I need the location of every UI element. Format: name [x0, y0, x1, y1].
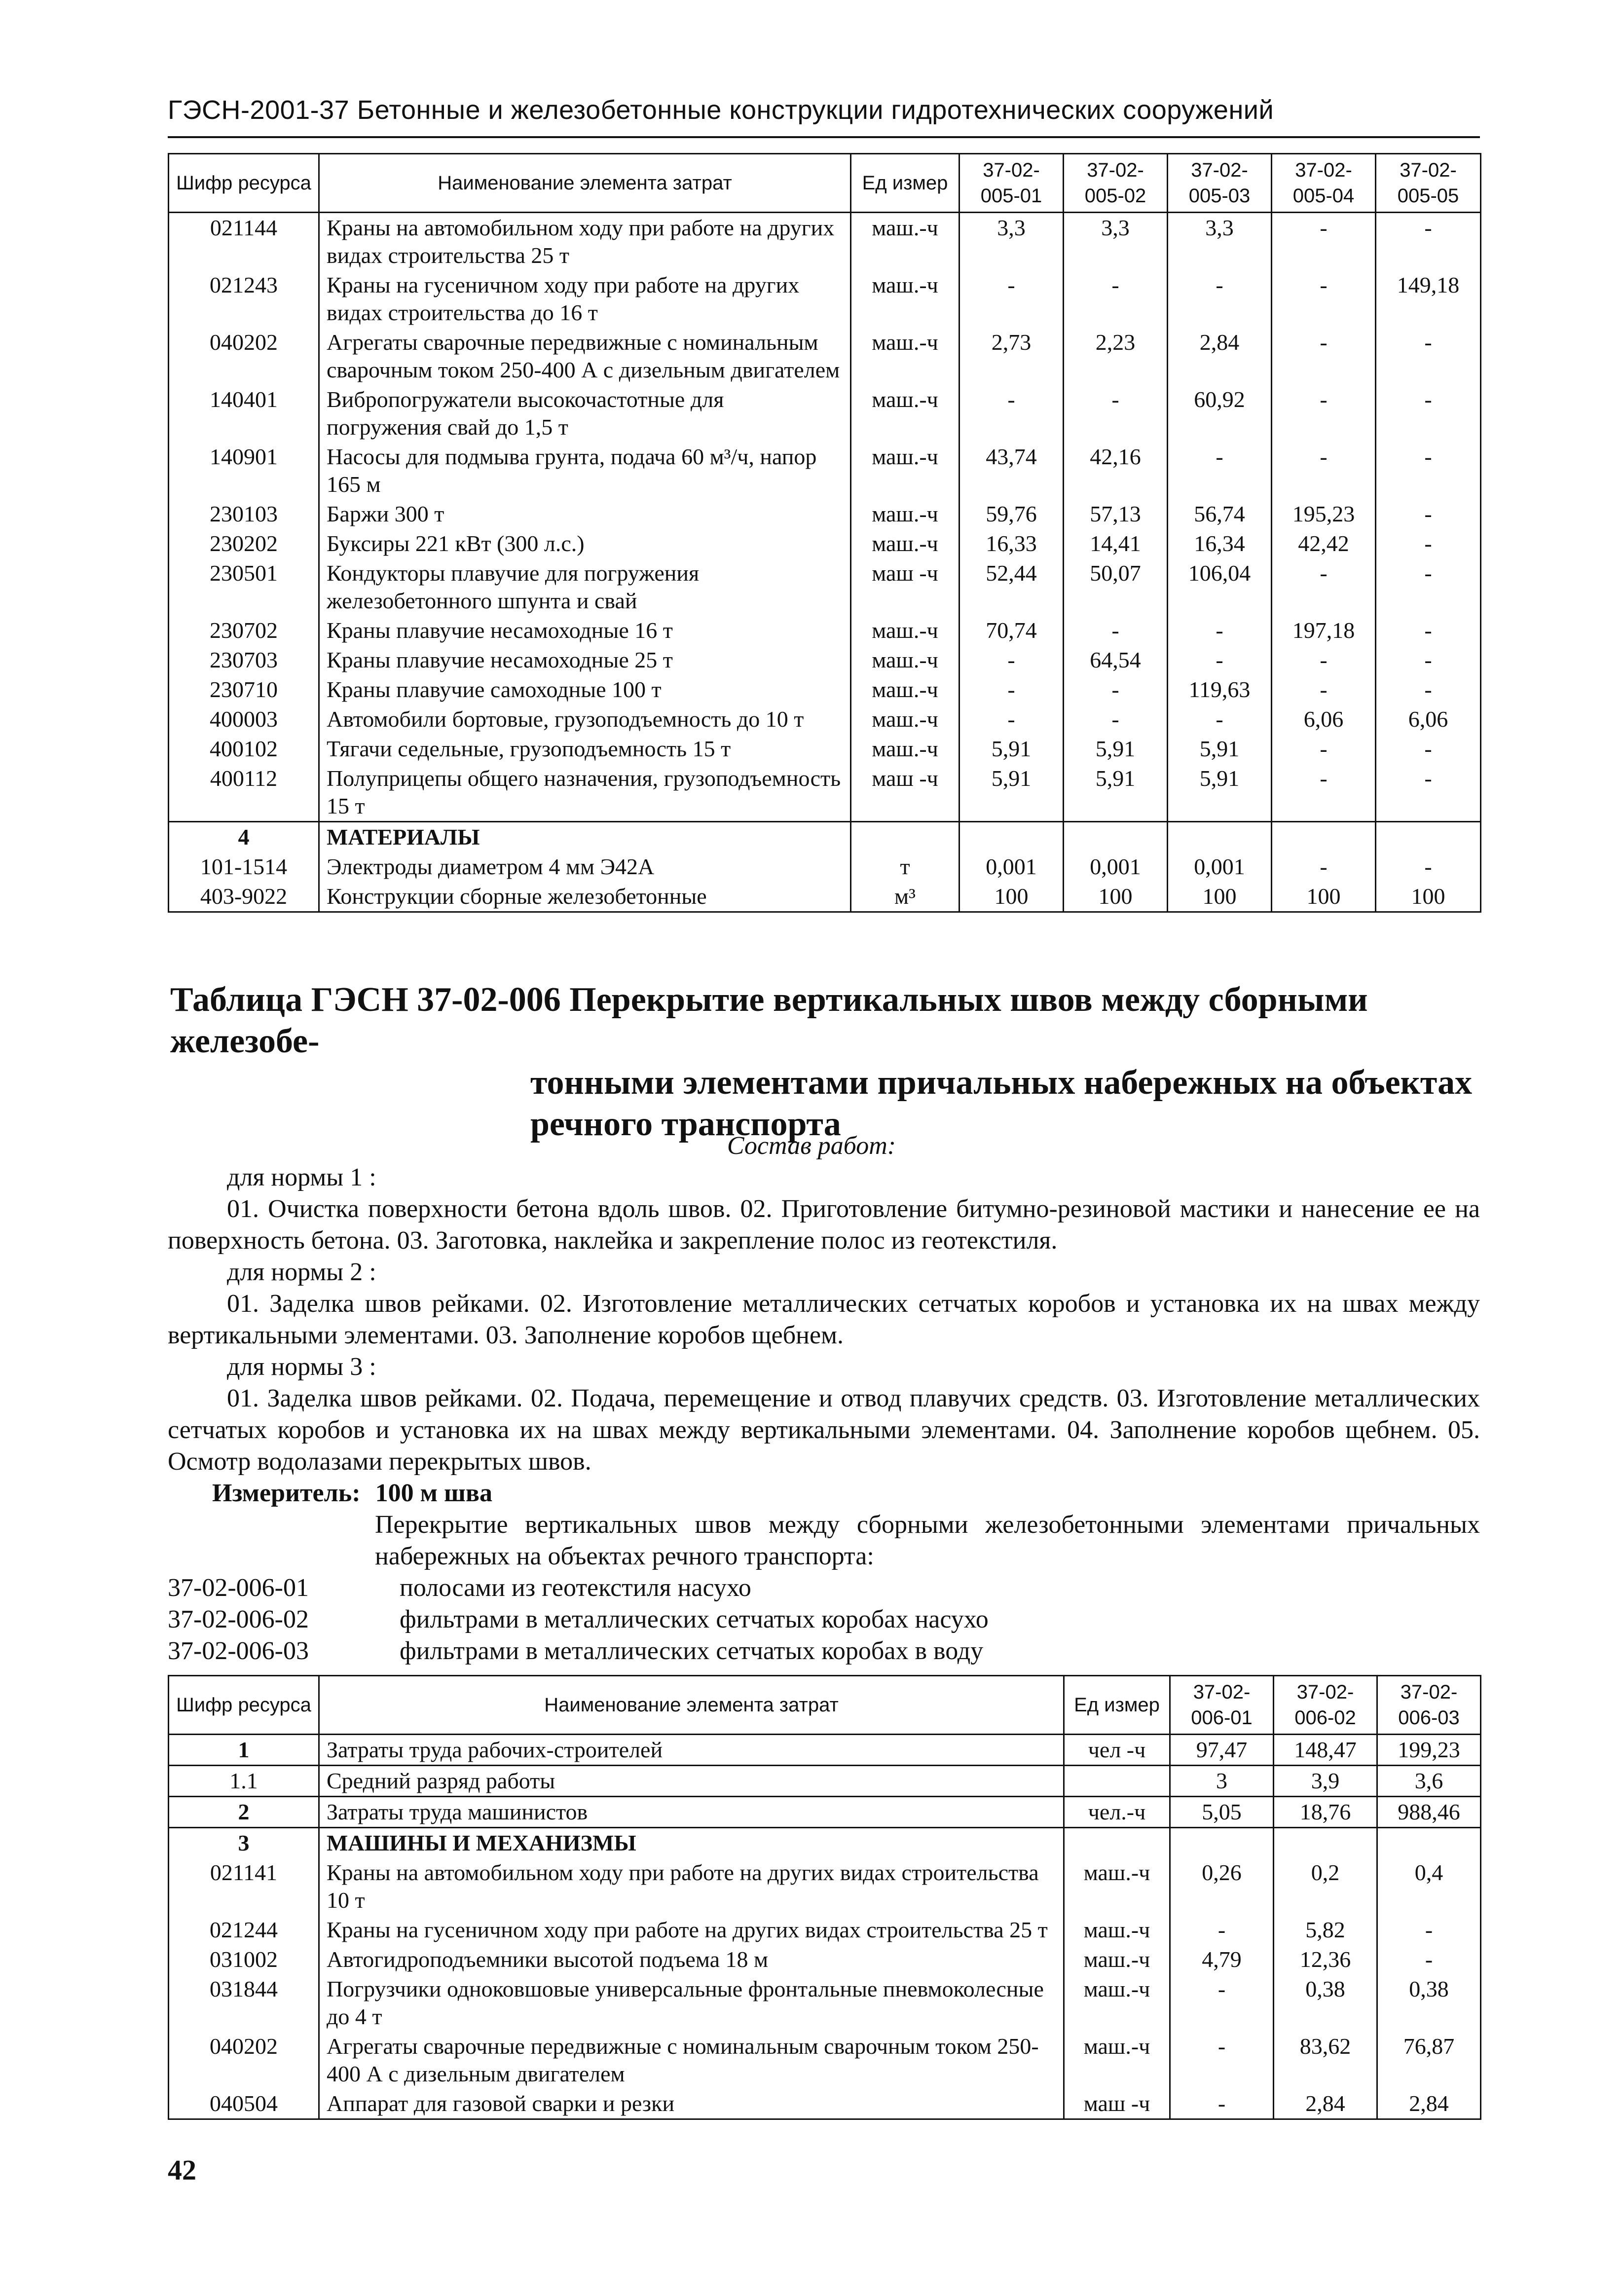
- running-header: ГЭСН-2001-37 Бетонные и железобетонные конструкции гидротехнических сооружений: [168, 95, 1480, 138]
- norm-label: для нормы 3 :: [227, 1353, 376, 1381]
- norm-value: 59,76: [959, 499, 1064, 529]
- resource-name: Средний разряд работы: [319, 1766, 1064, 1797]
- norm-code-row: [168, 1635, 1480, 1667]
- resource-code: 2: [169, 1797, 319, 1828]
- table-header-row: [169, 154, 1481, 213]
- unit: т: [851, 852, 959, 882]
- unit: маш.-ч: [1064, 1858, 1170, 1915]
- norm-value: 100: [1168, 882, 1272, 912]
- header-cell: Наименование элемента затрат: [319, 1676, 1064, 1735]
- norm-value: 16,34: [1168, 529, 1272, 558]
- norm-value: -: [1376, 213, 1481, 271]
- norm-value: [1272, 822, 1376, 852]
- table-row: [169, 1828, 1481, 1858]
- norm-value: 5,91: [1064, 764, 1168, 822]
- norm-value: 197,18: [1272, 616, 1376, 645]
- table-row: [169, 213, 1481, 271]
- norm-value: 5,91: [959, 734, 1064, 764]
- norm-value: 199,23: [1377, 1735, 1481, 1766]
- norm-value: -: [1170, 1915, 1274, 1945]
- norm-value: 16,33: [959, 529, 1064, 558]
- header-cell: 37-02-005-02: [1064, 154, 1168, 213]
- norm-value: 2,23: [1064, 328, 1168, 385]
- unit: маш.-ч: [851, 442, 959, 499]
- norm-value: -: [959, 385, 1064, 442]
- unit: маш -ч: [851, 558, 959, 616]
- norm-value: 3: [1170, 1766, 1274, 1797]
- table-row: [169, 499, 1481, 529]
- norm-value: 12,36: [1274, 1945, 1377, 1974]
- unit: маш.-ч: [851, 704, 959, 734]
- resource-name: Краны на гусеничном ходу при работе на других видах строительства до 16 т: [319, 270, 851, 328]
- unit: маш.-ч: [851, 270, 959, 328]
- table-row: [169, 442, 1481, 499]
- norm-value: 14,41: [1064, 529, 1168, 558]
- norm-value: 42,42: [1272, 529, 1376, 558]
- norm-intro: Перекрытие вертикальных швов между сборными железобетонными элементами причальных набережных на объектах речного транспорта:: [375, 1511, 1480, 1570]
- resource-code: 230202: [169, 529, 319, 558]
- table-row: [169, 529, 1481, 558]
- norm-value: 0,001: [1168, 852, 1272, 882]
- unit: маш.-ч: [851, 616, 959, 645]
- norm-value: [1377, 1828, 1481, 1858]
- header-cell: 37-02-006-02: [1274, 1676, 1377, 1735]
- norm-value: 195,23: [1272, 499, 1376, 529]
- resource-name: Буксиры 221 кВт (300 л.с.): [319, 529, 851, 558]
- norm-value: -: [959, 675, 1064, 704]
- norm-value: 6,06: [1272, 704, 1376, 734]
- unit: маш.-ч: [851, 499, 959, 529]
- norm-value: 100: [959, 882, 1064, 912]
- norm-code: 37-02-006-03: [168, 1637, 309, 1665]
- unit: маш.-ч: [1064, 1945, 1170, 1974]
- resource-code: 403-9022: [169, 882, 319, 912]
- table-row: [169, 822, 1481, 852]
- header-cell: Наименование элемента затрат: [319, 154, 851, 213]
- unit: [1064, 1766, 1170, 1797]
- norm-value: 149,18: [1376, 270, 1481, 328]
- norm-value: 5,91: [1168, 764, 1272, 822]
- norm-value: 97,47: [1170, 1735, 1274, 1766]
- norm-value: 42,16: [1064, 442, 1168, 499]
- unit: маш.-ч: [851, 385, 959, 442]
- resource-name: МАШИНЫ И МЕХАНИЗМЫ: [319, 1828, 1064, 1858]
- resource-name: Краны плавучие несамоходные 16 т: [319, 616, 851, 645]
- norm-value: 988,46: [1377, 1797, 1481, 1828]
- header-cell: 37-02-005-01: [959, 154, 1064, 213]
- norm-value: -: [1376, 764, 1481, 822]
- header-cell: 37-02-005-04: [1272, 154, 1376, 213]
- norm-code-row: [168, 1604, 1480, 1635]
- unit: маш.-ч: [851, 645, 959, 675]
- work-composition-caption: Состав работ:: [727, 1132, 896, 1160]
- norm-value: -: [1272, 558, 1376, 616]
- unit: м³: [851, 882, 959, 912]
- norm-value: 2,73: [959, 328, 1064, 385]
- resource-name: Агрегаты сварочные передвижные с номинальным сварочным током 250-400 А с дизельным двигателем: [319, 328, 851, 385]
- resource-name: Электроды диаметром 4 мм Э42А: [319, 852, 851, 882]
- norm-value: -: [1064, 675, 1168, 704]
- unit: [851, 822, 959, 852]
- norm-value: -: [1376, 328, 1481, 385]
- norm-value: 119,63: [1168, 675, 1272, 704]
- norm-value: 3,9: [1274, 1766, 1377, 1797]
- resource-code: 400003: [169, 704, 319, 734]
- norm-value: -: [1376, 529, 1481, 558]
- table-row: [169, 385, 1481, 442]
- table-row: [169, 1858, 1481, 1915]
- norm-value: -: [1170, 2032, 1274, 2089]
- work-composition: [168, 1162, 1480, 1667]
- norm-value: [959, 822, 1064, 852]
- norm-value: -: [1170, 2089, 1274, 2119]
- norm-value: -: [959, 270, 1064, 328]
- resource-code: 230710: [169, 675, 319, 704]
- resource-code: 040202: [169, 328, 319, 385]
- resource-code: 021141: [169, 1858, 319, 1915]
- norm-value: -: [1168, 270, 1272, 328]
- header-cell: 37-02-005-03: [1168, 154, 1272, 213]
- header-cell: 37-02-006-03: [1377, 1676, 1481, 1735]
- norm-value: 50,07: [1064, 558, 1168, 616]
- resource-name: Краны на автомобильном ходу при работе на других видах строительства 25 т: [319, 213, 851, 271]
- norm-value: 2,84: [1168, 328, 1272, 385]
- resource-code: 230103: [169, 499, 319, 529]
- header-cell: Шифр ресурса: [169, 154, 319, 213]
- resource-code: 040202: [169, 2032, 319, 2089]
- measure-label: Измеритель:: [212, 1479, 361, 1507]
- norm-value: -: [1272, 645, 1376, 675]
- norm-value: -: [959, 704, 1064, 734]
- resource-code: 230501: [169, 558, 319, 616]
- unit: маш.-ч: [1064, 1915, 1170, 1945]
- norm-label: для нормы 1 :: [227, 1163, 376, 1191]
- norm-value: 60,92: [1168, 385, 1272, 442]
- norm-text: 01. Заделка швов рейками. 02. Подача, перемещение и отвод плавучих средств. 03. Изготовление металлических сетчатых коробов и установка их на швах между вертикальными элементами. 04. Заполнение коробов щебнем. 05. Осмотр водолазами перекрытых швов.: [168, 1384, 1480, 1476]
- norm-value: 106,04: [1168, 558, 1272, 616]
- norm-value: -: [1064, 385, 1168, 442]
- norm-value: 148,47: [1274, 1735, 1377, 1766]
- title-line: тонными элементами причальных набережных на объектах: [530, 1064, 1473, 1102]
- resource-code: 1: [169, 1735, 319, 1766]
- norm-code: 37-02-006-02: [168, 1605, 309, 1633]
- norm-value: 6,06: [1376, 704, 1481, 734]
- norm-value: -: [959, 645, 1064, 675]
- norm-value: -: [1377, 1945, 1481, 1974]
- resource-code: 031844: [169, 1974, 319, 2032]
- table-row: [169, 852, 1481, 882]
- norm-value: 52,44: [959, 558, 1064, 616]
- table-row: [169, 270, 1481, 328]
- norm-value: 70,74: [959, 616, 1064, 645]
- resource-code: 400102: [169, 734, 319, 764]
- norm-value: -: [1376, 385, 1481, 442]
- norm-value: -: [1376, 734, 1481, 764]
- header-cell: Ед измер: [851, 154, 959, 213]
- norm-value: 0,001: [1064, 852, 1168, 882]
- norm-value: 5,82: [1274, 1915, 1377, 1945]
- resource-code: 1.1: [169, 1766, 319, 1797]
- norm-value: -: [1376, 616, 1481, 645]
- norm-value: -: [1376, 558, 1481, 616]
- table-row: [169, 1915, 1481, 1945]
- table-row: [169, 734, 1481, 764]
- table-row: [169, 764, 1481, 822]
- resource-code: 140901: [169, 442, 319, 499]
- norm-value: 0,2: [1274, 1858, 1377, 1915]
- unit: [1064, 1828, 1170, 1858]
- header-cell: Ед измер: [1064, 1676, 1170, 1735]
- resource-code: 3: [169, 1828, 319, 1858]
- norm-code: 37-02-006-01: [168, 1574, 309, 1602]
- norm-text: 01. Очистка поверхности бетона вдоль швов. 02. Приготовление битумно-резиновой мастики и нанесение ее на поверхность бетона. 03. Заготовка, наклейка и закрепление полос из геотекстиля.: [168, 1195, 1480, 1255]
- norm-value: 3,6: [1377, 1766, 1481, 1797]
- norm-value: 57,13: [1064, 499, 1168, 529]
- unit: маш.-ч: [851, 213, 959, 271]
- resource-name: Затраты труда рабочих-строителей: [319, 1735, 1064, 1766]
- table-row: [169, 1766, 1481, 1797]
- table-row: [169, 558, 1481, 616]
- norm-value: 5,91: [959, 764, 1064, 822]
- table-row: [169, 1974, 1481, 2032]
- resource-name: Краны на автомобильном ходу при работе на других видах строительства 10 т: [319, 1858, 1064, 1915]
- norm-value: 5,91: [1168, 734, 1272, 764]
- resource-name: Баржи 300 т: [319, 499, 851, 529]
- resource-name: Погрузчики одноковшовые универсальные фронтальные пневмоколесные до 4 т: [319, 1974, 1064, 2032]
- unit: маш.-ч: [851, 529, 959, 558]
- norm-code-row: [168, 1572, 1480, 1604]
- resource-name: Автогидроподъемники высотой подъема 18 м: [319, 1945, 1064, 1974]
- resource-name: Конструкции сборные железобетонные: [319, 882, 851, 912]
- norm-code-desc: фильтрами в металлических сетчатых коробах в воду: [400, 1637, 984, 1665]
- resource-code: 230702: [169, 616, 319, 645]
- table-header-row: [169, 1676, 1481, 1735]
- header-cell: Шифр ресурса: [169, 1676, 319, 1735]
- resource-code: 021244: [169, 1915, 319, 1945]
- measure-value: 100 м шва: [375, 1479, 493, 1507]
- norm-value: 2,84: [1274, 2089, 1377, 2119]
- norm-value: [1274, 1828, 1377, 1858]
- unit: маш.-ч: [1064, 1974, 1170, 2032]
- table-row: [169, 1945, 1481, 1974]
- norm-value: 3,3: [1168, 213, 1272, 271]
- page-number: 42: [168, 2154, 196, 2186]
- norm-value: 5,05: [1170, 1797, 1274, 1828]
- table-row: [169, 882, 1481, 912]
- norm-value: -: [1064, 704, 1168, 734]
- norm-value: -: [1272, 764, 1376, 822]
- norm-value: 100: [1272, 882, 1376, 912]
- norm-value: -: [1272, 734, 1376, 764]
- norm-value: 0,26: [1170, 1858, 1274, 1915]
- table-row: [169, 2032, 1481, 2089]
- resource-name: МАТЕРИАЛЫ: [319, 822, 851, 852]
- norm-value: -: [1272, 675, 1376, 704]
- norm-value: -: [1272, 270, 1376, 328]
- norm-label: для нормы 2 :: [227, 1258, 376, 1286]
- table-row: [169, 2089, 1481, 2119]
- norm-value: -: [1272, 442, 1376, 499]
- resource-code: 021243: [169, 270, 319, 328]
- norm-value: -: [1168, 616, 1272, 645]
- norm-value: 100: [1376, 882, 1481, 912]
- resource-name: Аппарат для газовой сварки и резки: [319, 2089, 1064, 2119]
- resource-name: Вибропогружатели высокочастотные для погружения свай до 1,5 т: [319, 385, 851, 442]
- table-row: [169, 704, 1481, 734]
- norm-value: 56,74: [1168, 499, 1272, 529]
- norm-value: -: [1376, 675, 1481, 704]
- norm-value: -: [1272, 213, 1376, 271]
- norm-value: 64,54: [1064, 645, 1168, 675]
- resource-name: Краны плавучие самоходные 100 т: [319, 675, 851, 704]
- resource-code: 040504: [169, 2089, 319, 2119]
- norm-value: 0,38: [1377, 1974, 1481, 2032]
- norm-value: -: [1064, 616, 1168, 645]
- norm-value: 0,38: [1274, 1974, 1377, 2032]
- header-cell: 37-02-006-01: [1170, 1676, 1274, 1735]
- norm-value: -: [1376, 645, 1481, 675]
- norm-value: -: [1168, 704, 1272, 734]
- norm-value: -: [1376, 852, 1481, 882]
- resource-code: 4: [169, 822, 319, 852]
- norm-value: 18,76: [1274, 1797, 1377, 1828]
- unit: маш.-ч: [851, 328, 959, 385]
- norm-value: -: [1272, 852, 1376, 882]
- norm-value: 2,84: [1377, 2089, 1481, 2119]
- norm-value: 3,3: [1064, 213, 1168, 271]
- norm-value: -: [1376, 499, 1481, 529]
- resource-table-005: [168, 153, 1481, 913]
- resource-name: Затраты труда машинистов: [319, 1797, 1064, 1828]
- unit: маш -ч: [851, 764, 959, 822]
- norm-value: 3,3: [959, 213, 1064, 271]
- norm-value: 100: [1064, 882, 1168, 912]
- norm-value: 0,4: [1377, 1858, 1481, 1915]
- unit: чел.-ч: [1064, 1797, 1170, 1828]
- norm-value: 83,62: [1274, 2032, 1377, 2089]
- norm-value: 5,91: [1064, 734, 1168, 764]
- resource-name: Тягачи седельные, грузоподъемность 15 т: [319, 734, 851, 764]
- measure: [168, 1478, 1480, 1509]
- norm-value: -: [1272, 385, 1376, 442]
- norm-value: 0,001: [959, 852, 1064, 882]
- table-row: [169, 328, 1481, 385]
- norm-value: -: [1376, 442, 1481, 499]
- unit: маш.-ч: [851, 675, 959, 704]
- norm-code-desc: полосами из геотекстиля насухо: [400, 1574, 751, 1602]
- norm-value: -: [1170, 1974, 1274, 2032]
- unit: маш.-ч: [1064, 2032, 1170, 2089]
- table-row: [169, 616, 1481, 645]
- norm-text: 01. Заделка швов рейками. 02. Изготовление металлических сетчатых коробов и установка их на швах между вертикальными элементами. 03. Заполнение коробов щебнем.: [168, 1290, 1480, 1349]
- resource-name: Краны на гусеничном ходу при работе на других видах строительства 25 т: [319, 1915, 1064, 1945]
- resource-name: Автомобили бортовые, грузоподъемность до 10 т: [319, 704, 851, 734]
- resource-name: Полуприцепы общего назначения, грузоподъемность 15 т: [319, 764, 851, 822]
- table-row: [169, 675, 1481, 704]
- norm-code-desc: фильтрами в металлических сетчатых коробах насухо: [400, 1605, 989, 1633]
- table-row: [169, 1735, 1481, 1766]
- resource-code: 230703: [169, 645, 319, 675]
- resource-code: 021144: [169, 213, 319, 271]
- resource-name: Насосы для подмыва грунта, подача 60 м³/ч, напор 165 м: [319, 442, 851, 499]
- resource-name: Агрегаты сварочные передвижные с номинальным сварочным током 250-400 А с дизельным двигателем: [319, 2032, 1064, 2089]
- unit: маш.-ч: [851, 734, 959, 764]
- norm-value: -: [1168, 645, 1272, 675]
- table-row: [169, 1797, 1481, 1828]
- resource-code: 140401: [169, 385, 319, 442]
- norm-value: 43,74: [959, 442, 1064, 499]
- norm-value: -: [1272, 328, 1376, 385]
- norm-value: 76,87: [1377, 2032, 1481, 2089]
- resource-name: Кондукторы плавучие для погружения железобетонного шпунта и свай: [319, 558, 851, 616]
- resource-name: Краны плавучие несамоходные 25 т: [319, 645, 851, 675]
- resource-code: 101-1514: [169, 852, 319, 882]
- resource-table-006: [168, 1675, 1481, 2120]
- norm-value: 4,79: [1170, 1945, 1274, 1974]
- table-row: [169, 645, 1481, 675]
- norm-value: [1064, 822, 1168, 852]
- resource-code: 031002: [169, 1945, 319, 1974]
- unit: маш -ч: [1064, 2089, 1170, 2119]
- norm-value: [1168, 822, 1272, 852]
- title-line: Таблица ГЭСН 37-02-006 Перекрытие вертикальных швов между сборными железобе-: [170, 981, 1368, 1060]
- norm-value: -: [1377, 1915, 1481, 1945]
- table-title: [170, 979, 1477, 1145]
- resource-code: 400112: [169, 764, 319, 822]
- norm-value: [1170, 1828, 1274, 1858]
- title-line: речного транспорта: [530, 1105, 841, 1143]
- norm-value: [1376, 822, 1481, 852]
- unit: чел -ч: [1064, 1735, 1170, 1766]
- norm-value: -: [1168, 442, 1272, 499]
- header-cell: 37-02-005-05: [1376, 154, 1481, 213]
- norm-value: -: [1064, 270, 1168, 328]
